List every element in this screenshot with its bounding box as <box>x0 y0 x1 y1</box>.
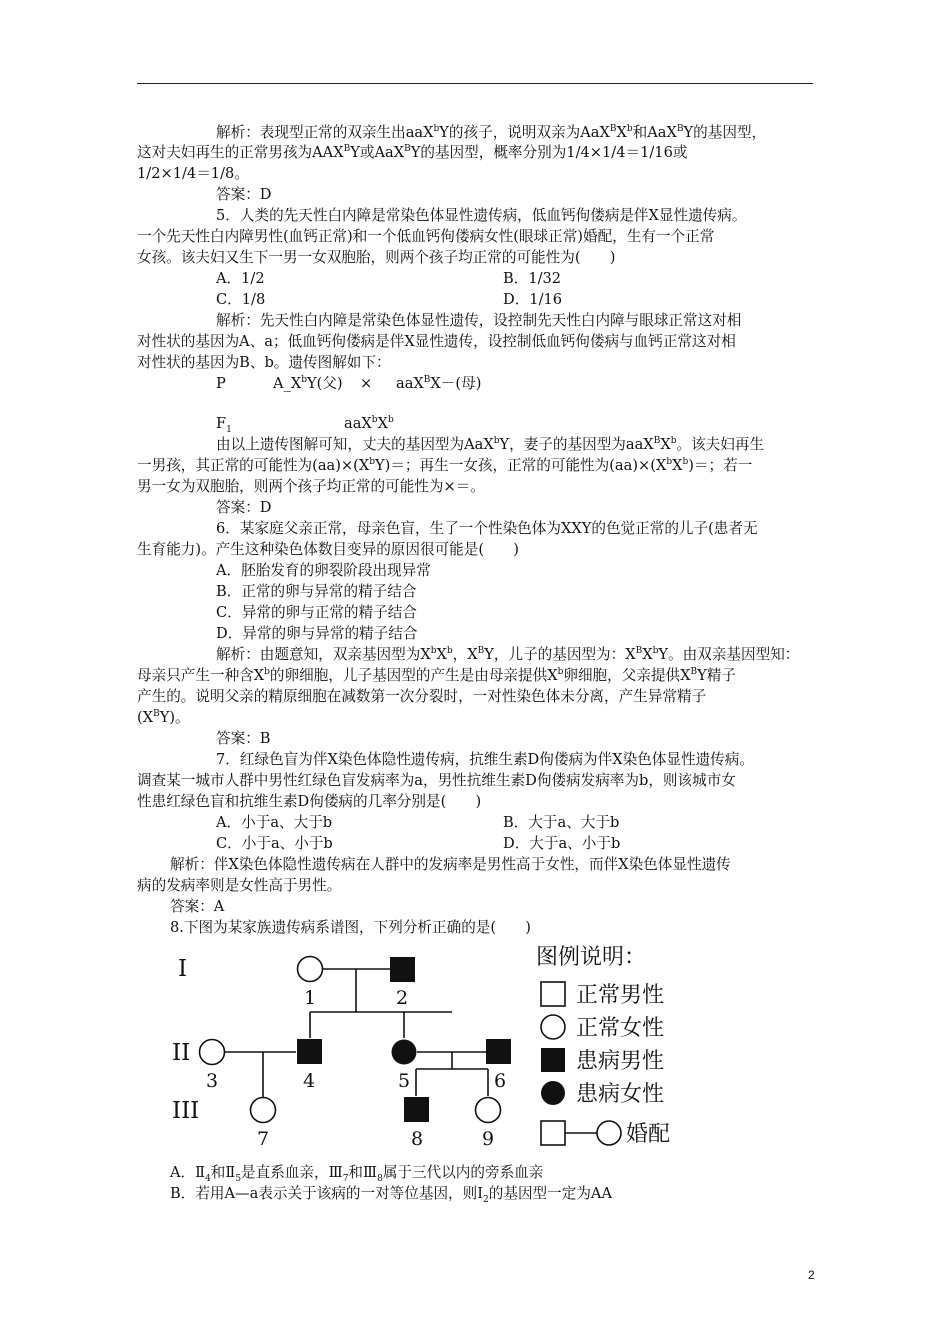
q6-stem-1: 6．某家庭父亲正常，母亲色盲，生了一个性染色体为XXY的色觉正常的儿子(患者无 <box>216 520 758 537</box>
cross-p-label: P <box>216 375 226 392</box>
individual-label-5: 5 <box>397 1070 411 1092</box>
header-rule <box>137 83 813 84</box>
q8-stem: 8.下图为某家族遗传病系谱图，下列分析正确的是( ) <box>170 919 531 936</box>
q6-analysis-4: $(X^BY)$。 <box>137 709 190 726</box>
legend-title: 图例说明： <box>536 945 647 970</box>
q5-stem-1: 5．人类的先天性白内障是常染色体显性遗传病，低血钙佝偻病是伴X显性遗传病。 <box>216 207 747 224</box>
q4-analysis-line-3: 1/2×1/4＝1/8。 <box>137 165 249 182</box>
legend-affected-female-symbol <box>541 1081 565 1105</box>
q6-option-b: B．正常的卵与异常的精子结合 <box>216 583 417 600</box>
q8-option-a: A．$Ⅱ_4$和$Ⅱ_5$是直系血亲，$Ⅲ_7$和$Ⅲ_8$属于三代以内的旁系血亲 <box>170 1164 544 1184</box>
generation-label-1: I <box>178 956 188 982</box>
q7-stem-2: 调查某一城市人群中男性红绿色盲发病率为a，男性抗维生素D佝偻病发病率为b，则该城市女 <box>137 772 736 789</box>
q5-option-d: D．1/16 <box>503 291 563 308</box>
individual-7-normal-female <box>251 1098 276 1123</box>
q8-option-b: B．若用A—a表示关于该病的一对等位基因，则$Ⅰ_2$的基因型一定为AA <box>170 1185 612 1205</box>
individual-label-3: 3 <box>205 1070 219 1092</box>
legend-marriage-label: 婚配 <box>626 1122 671 1147</box>
individual-8-affected-male <box>404 1097 429 1122</box>
q5-analysis-2: 对性状的基因为A、a；低血钙佝偻病是伴X显性遗传，设控制低血钙佝偻病与血钙正常这对相 <box>137 333 736 350</box>
individual-6-affected-male <box>486 1039 511 1064</box>
individual-label-7: 7 <box>256 1128 270 1150</box>
generation-label-3: III <box>172 1098 200 1124</box>
legend-marriage-female-symbol <box>597 1121 621 1145</box>
legend-affected-female-label: 患病女性 <box>576 1082 665 1107</box>
q7-option-b: B．大于a、大于b <box>503 814 620 831</box>
q5-option-c: C．1/8 <box>216 291 266 308</box>
q6-answer: 答案：B <box>216 730 271 747</box>
pedigree-chart <box>170 940 690 1155</box>
generation-label-2: II <box>172 1040 191 1066</box>
individual-label-4: 4 <box>302 1070 316 1092</box>
individual-label-1: 1 <box>303 987 317 1009</box>
individual-label-8: 8 <box>410 1128 424 1150</box>
q5-analysis-4: 由以上遗传图解可知，丈夫的基因型为AaX$^b$Y，妻子的基因型为$aaX^BX^b$。该夫妇再生 <box>216 436 765 453</box>
q5-analysis-6: 男一女为双胞胎，则两个孩子均正常的可能性为×＝。 <box>137 478 485 495</box>
individual-5-affected-female <box>392 1040 417 1065</box>
legend-normal-female-symbol <box>541 1015 565 1039</box>
q7-analysis-2: 病的发病率则是女性高于男性。 <box>137 877 342 894</box>
q6-option-d: D．异常的卵与异常的精子结合 <box>216 625 418 642</box>
q5-analysis-3: 对性状的基因为B、b。遗传图解如下： <box>137 354 391 371</box>
q6-analysis-3: 产生的。说明父亲的精原细胞在减数第一次分裂时，一对性染色体未分离，产生异常精子 <box>137 688 707 705</box>
individual-3-normal-female <box>200 1040 225 1065</box>
individual-1-normal-female <box>298 957 323 982</box>
q6-option-c: C．异常的卵与正常的精子结合 <box>216 604 417 621</box>
q5-option-a: A．1/2 <box>216 270 265 287</box>
f1-genotype: $aaX^bX^b$ <box>344 415 394 432</box>
q7-answer: 答案：A <box>170 898 225 915</box>
cross-mother: aaX$^B$X－(母) <box>396 375 482 392</box>
q6-analysis-2: 母亲只产生一种含$X^b$的卵细胞，儿子基因型的产生是由母亲提供$X^b$卵细胞，父亲提供$X^BY$精子 <box>137 667 736 684</box>
q5-stem-3: 女孩。该夫妇又生下一男一女双胞胎，则两个孩子均正常的可能性为( ) <box>137 249 616 266</box>
legend-marriage-male-symbol <box>541 1121 565 1145</box>
q7-stem-1: 7．红绿色盲为伴X染色体隐性遗传病，抗维生素D佝偻病为伴X染色体显性遗传病。 <box>216 751 754 768</box>
legend-affected-male-label: 患病男性 <box>576 1049 665 1074</box>
individual-label-6: 6 <box>493 1070 507 1092</box>
q4-answer: 答案：D <box>216 186 272 203</box>
q5-option-b: B．1/32 <box>503 270 562 287</box>
q6-option-a: A．胚胎发育的卵裂阶段出现异常 <box>216 562 431 579</box>
individual-9-normal-female <box>476 1098 501 1123</box>
page-number: 2 <box>808 1268 815 1282</box>
q7-option-c: C．小于a、小于b <box>216 835 333 852</box>
q7-stem-3: 性患红绿色盲和抗维生素D佝偻病的几率分别是( ) <box>137 793 482 810</box>
cross-father: $A\_X^bY$(父) <box>273 375 343 392</box>
legend-normal-female-label: 正常女性 <box>576 1016 665 1041</box>
q5-analysis-5: 一男孩，其正常的可能性为$(aa)\times(X^bY)=$；再生一女孩，正常的可能性为$(aa)\times(X^bX^b)=$；若一 <box>137 457 753 474</box>
f1-label: $F_1$ <box>216 415 232 435</box>
q5-stem-2: 一个先天性白内障男性(血钙正常)和一个低血钙佝偻病女性(眼球正常)婚配，生有一个正常 <box>137 228 715 245</box>
q5-analysis-1: 解析：先天性白内障是常染色体显性遗传，设控制先天性白内障与眼球正常这对相 <box>216 312 742 329</box>
q7-option-a: A．小于a、大于b <box>216 814 333 831</box>
individual-4-affected-male <box>297 1039 322 1064</box>
q4-analysis-line-1: 解析：表现型正常的双亲生出aaX$^b$Y的孩子，说明双亲为$AaX^BX^b$和AaX$^B$Y的基因型， <box>216 124 767 141</box>
legend-normal-male-symbol <box>541 982 565 1006</box>
q7-analysis-1: 解析：伴X染色体隐性遗传病在人群中的发病率是男性高于女性，而伴X染色体显性遗传 <box>170 856 731 873</box>
individual-label-2: 2 <box>395 987 409 1009</box>
q6-stem-2: 生育能力)。产生这种染色体数目变异的原因很可能是( ) <box>137 541 519 558</box>
q5-answer: 答案：D <box>216 499 272 516</box>
pedigree-legend <box>536 945 670 1147</box>
q7-option-d: D．大于a、小于b <box>503 835 621 852</box>
q4-analysis-line-2: 这对夫妇再生的正常男孩为$AAX^BY$或AaX$^B$Y的基因型，概率分别为1/4×1/4＝1/16或 <box>137 144 688 161</box>
legend-affected-male-symbol <box>541 1048 565 1072</box>
individual-2-affected-male <box>390 957 415 982</box>
q6-analysis-1: 解析：由题意知，双亲基因型为$X^bX^b$，$X^BY$，儿子的基因型为：$X^BX^bY$。由双亲基因型知： <box>216 646 800 663</box>
legend-normal-male-label: 正常男性 <box>576 983 665 1008</box>
cross-symbol: × <box>360 375 373 392</box>
individual-label-9: 9 <box>481 1128 495 1150</box>
